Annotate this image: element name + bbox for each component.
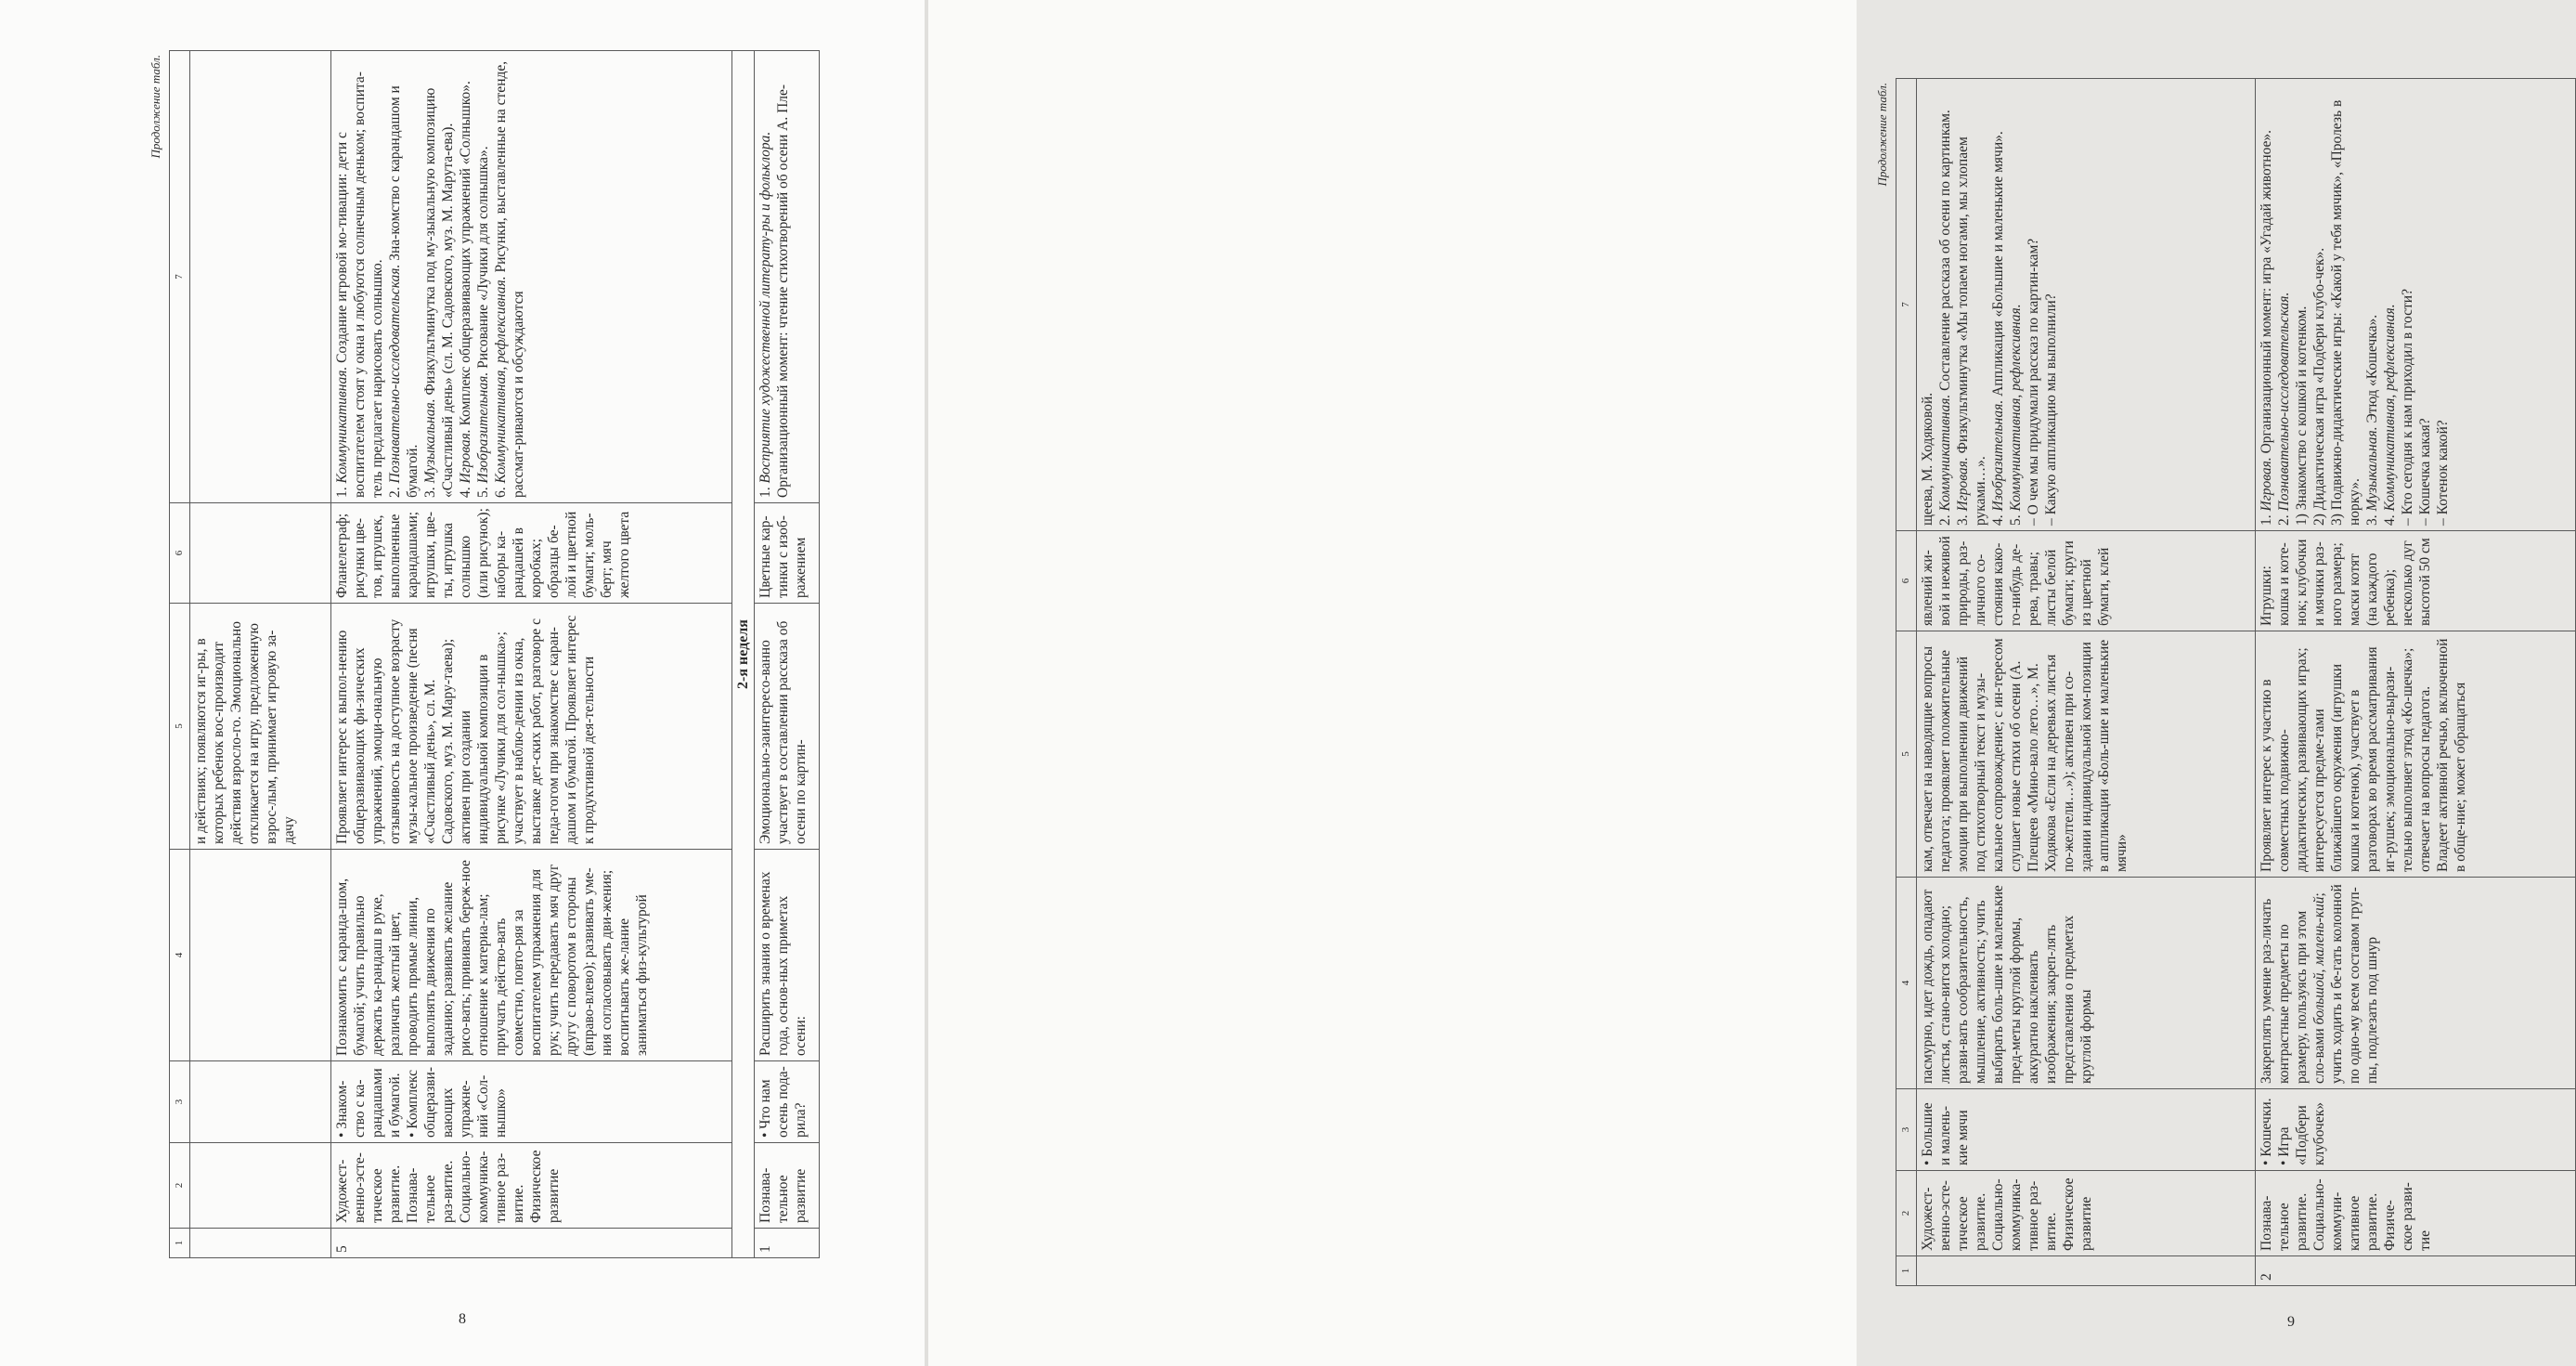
continuation-label: Продолжение табл.	[1875, 83, 1889, 187]
activity-item: 2. Познавательно-исследовательская. Зна-комство с карандашом и бумагой.	[387, 85, 421, 498]
col-header-7: 7	[1896, 79, 1917, 531]
tasks-cell: Закреплять умение раз-личать контрастные предметы по размеру, пользуясь при этом сло-вами большой, малень-кий; учить ходить и бе-гать колонной по одно-му всем составом груп-пы, подлезать под шнур	[2256, 878, 2576, 1089]
materials-cell: Игрушки: кошка и коте-нок; клубочки и мячики раз-ного размера; маски котят (на каждого ребенка); несколько дуг высотой 50 см	[2256, 531, 2576, 631]
col-header-6: 6	[1896, 531, 1917, 631]
col-header-2: 2	[1896, 1171, 1917, 1256]
continuation-label: Продолжение табл.	[149, 55, 162, 159]
left-page	[0, 0, 928, 1366]
col-header-3: 3	[1896, 1089, 1917, 1171]
materials-cell: Цветные кар-тинки с изоб-ражением	[755, 503, 820, 604]
col-header-3: 3	[170, 1061, 190, 1143]
curriculum-table	[169, 50, 820, 1258]
results-cell: и действиях; появляются иг-ры, в которых ребенок вос-производит действия взросло-го. Эмоционально откликается на игру, предложенную взрос-лым, принимает игровую за-дачу	[190, 604, 331, 850]
activity-item: – Кошечка какая?	[2417, 418, 2433, 526]
col-header-4: 4	[1896, 878, 1917, 1089]
activity-item: 2. Познавательно-исследовательская.	[2276, 292, 2292, 526]
activity-item: 1) Знакомство с кошкой и котенком.	[2294, 306, 2310, 526]
activity-item: 5. Изобразительная. Рисование «Лучики для солнышка».	[475, 146, 491, 498]
curriculum-table	[1896, 78, 2576, 1286]
topic-cell: • Кошечки. • Игра «Подбери клубочек»	[2256, 1089, 2576, 1171]
row-number: 2	[2256, 1256, 2576, 1286]
activity-item: 6. Коммуникативная, рефлексивная. Рисунки, выставленные на стенде, рассмат-риваются и обсуждаются	[493, 60, 526, 498]
activity-item: 4. Изобразительная. Аппликация «Большие и маленькие мячи».	[1990, 131, 2006, 526]
column-number-row	[170, 51, 190, 1258]
table-row	[2256, 79, 2576, 1286]
results-cell: Эмоционально-заинтересо-ванно участвует в составлении рассказа об осени по картин-	[755, 604, 820, 850]
activity-item: щеева, М. Ходяковой.	[1920, 392, 1935, 526]
activities-cell	[331, 51, 732, 503]
activities-cell	[1917, 79, 2256, 531]
activities-cell	[2256, 79, 2576, 531]
activity-item: 1. Игровая. Организационный момент: игра «Угадай животное».	[2259, 129, 2274, 526]
col-header-7: 7	[170, 51, 190, 503]
page-number: 8	[459, 1311, 466, 1327]
materials-cell: явлений жи-вой и неживой природы, раз-личного со-стояния како-го-нибудь де-рева, травы; листы белой бумаги; круги из цветной бумаги, клей	[1917, 531, 2256, 631]
activity-item: 5. Коммуникативная, рефлексивная.	[2008, 304, 2024, 526]
table-row	[190, 51, 331, 1258]
right-page	[928, 0, 2468, 1366]
activity-item: 2. Коммуникативная. Составление рассказа об осени по картинкам.	[1937, 110, 1953, 526]
tasks-cell: Познакомить с каранда-шом, бумагой; учить правильно держать ка-рандаш в руке, различать желтый цвет, проводить прямые линии, выполнять движения по заданию; развивать желание рисо-вать; прививать береж-ное отношение к материа-лам; приучать действо-вать совместно, повто-ряя за воспитателем упражнения для рук; учить передавать мяч друг другу с поворотом в стороны (вправо-влево); развивать уме-ния согласовывать дви-жения; воспитывать же-лание заниматься физ-культурой	[331, 850, 732, 1061]
activities-cell: 1. Восприятие художественной литерату-ры и фольклора. Организационный момент: чтение стихотворений об осени А. Пле-	[755, 51, 820, 503]
activity-item: 4. Коммуникативная, рефлексивная.	[2382, 304, 2398, 526]
activity-item: 1. Коммуникативная. Создание игровой мо-тивации: дети с воспитателем стоят у окна и любуются солнечным деньком; воспита-тель предлагает нарисовать солнышко.	[334, 72, 385, 498]
week-row	[732, 51, 755, 1258]
row-number: 5	[331, 1229, 732, 1258]
tasks-cell: пасмурно, идет дождь, опадают листья, стано-вится холодно; разви-вать сообразительность, мышление, активность; учить выбирать боль-шие и маленькие пред-меты круглой формы, аккуратно наклеивать изображения; закреп-лять представления о предметах круглой формы	[1917, 878, 2256, 1089]
table-row	[755, 51, 820, 1258]
activity-item: 3) Подвижно-дидактические игры: «Какой у тебя мячик», «Пролезь в норку».	[2329, 99, 2362, 526]
col-header-6: 6	[170, 503, 190, 604]
page-number: 9	[2287, 1314, 2295, 1330]
col-header-5: 5	[1896, 631, 1917, 878]
activity-item: 4. Игровая. Комплекс общеразвивающих упражнений «Солнышко».	[458, 81, 473, 498]
materials-cell: Фланелеграф; рисунки цве-тов, игрушек, выполненные карандашами; игрушки, цве-ты, игрушка солнышко (или рисунок); наборы ка-рандашей в коробках; образцы бе-лой и цветной бумаги; моль-берт; мяч желтого цвета	[331, 503, 732, 604]
activity-item: 3. Музыкальная. Этюд «Кошечка».	[2364, 314, 2380, 526]
education-area-cell: Познава-тельное развитие. Социально-коммуни-кативное развитие. Физиче-ское разви-тие	[2256, 1171, 2576, 1256]
col-header-4: 4	[170, 850, 190, 1061]
topic-cell: • Большие и малень-кие мячи	[1917, 1089, 2256, 1171]
activity-item: – О чем мы придумали рассказ по картин-кам?	[2026, 238, 2041, 526]
col-header-1: 1	[1896, 1256, 1917, 1286]
activity-item: 3. Игровая. Физкультминутка «Мы топаем ногами, мы хлопаем руками…».	[1955, 137, 1988, 526]
right-rotated-content	[1875, 79, 2576, 1286]
col-header-2: 2	[170, 1143, 190, 1229]
topic-cell: • Что нам осень пода-рила?	[755, 1061, 820, 1143]
topic-cell: • Знаком-ство с ка-рандашами и бумагой. • Комплекс общеразви-вающих упражне-ний «Сол-нышко»	[331, 1061, 732, 1143]
tasks-cell: Расширить знания о временах года, основ-ных приметах осени:	[755, 850, 820, 1061]
week-title: 2-я неделя	[732, 51, 755, 1258]
activity-item: – Какую аппликацию мы выполнили?	[2043, 293, 2059, 526]
table-row	[1917, 79, 2256, 1286]
results-cell: Проявляет интерес к участию в совместных подвижно-дидактических, развивающих играх; интересуется предме-тами ближайшего окружения (игрушки кошка и котенок), участвует в разговорах во время рассматривания иг-рушек; эмоционально-вырази-тельно выполняет этюд «Ко-шечка»; отвечает на вопросы педагога. Владеет активной речью, включенной в обще-ние; может обращаться	[2256, 631, 2576, 878]
row-number: 1	[755, 1229, 820, 1258]
column-number-row	[1896, 79, 1917, 1286]
results-cell: Проявляет интерес к выпол-нению общеразвивающих фи-зических упражнений, эмоци-ональную отзывчивость на доступное возрасту музы-кальное произведение (песня «Счастливый день», сл. М. Садовского, муз. М. Мару-таева); активен при создании индивидуальной композиции в рисунке «Лучики для сол-нышка»; участвует в наблю-дении из окна, выставке дет-ских работ, разговоре с педа-гогом при знакомстве с каран-дашом и бумагой. Проявляет интерес к продуктивной дея-тельности	[331, 604, 732, 850]
activity-item: – Котенок какой?	[2435, 420, 2451, 526]
col-header-5: 5	[170, 604, 190, 850]
left-rotated-content	[149, 51, 820, 1258]
education-area-cell: Художест-венно-эсте-тическое развитие. Познава-тельное раз-витие. Социально-коммуника-тивное раз-витие. Физическое развитие	[331, 1143, 732, 1229]
results-cell: кам, отвечает на наводящие вопросы педагога; проявляет положительные эмоции при выполнении движений под стихотворный текст и музы-кальное сопровождение; с ин-тересом слушает новые стихи об осени (А. Плещеев «Мино-вало лето…», М. Ходякова «Если на деревьях листья по-желтели…»); активен при со-здании индивидуальной ком-позиции в аппликации «Боль-шие и маленькие мячи»	[1917, 631, 2256, 878]
table-row	[331, 51, 732, 1258]
education-area-cell: Художест-венно-эсте-тическое развитие. Социально-коммуника-тивное раз-витие. Физическое развитие	[1917, 1171, 2256, 1256]
activity-item: 3. Музыкальная. Физкультминутка под му-зыкальную композицию «Счастливый день» (сл. М. Садовского, муз. М. Марута-ева).	[422, 87, 456, 498]
education-area-cell: Познава-тельное развитие	[755, 1143, 820, 1229]
activity-item: 2) Дидактическая игра «Подбери клубо-чек».	[2311, 247, 2327, 526]
activity-item: – Кто сегодня к нам приходил в гости?	[2400, 289, 2415, 526]
col-header-1: 1	[170, 1229, 190, 1258]
